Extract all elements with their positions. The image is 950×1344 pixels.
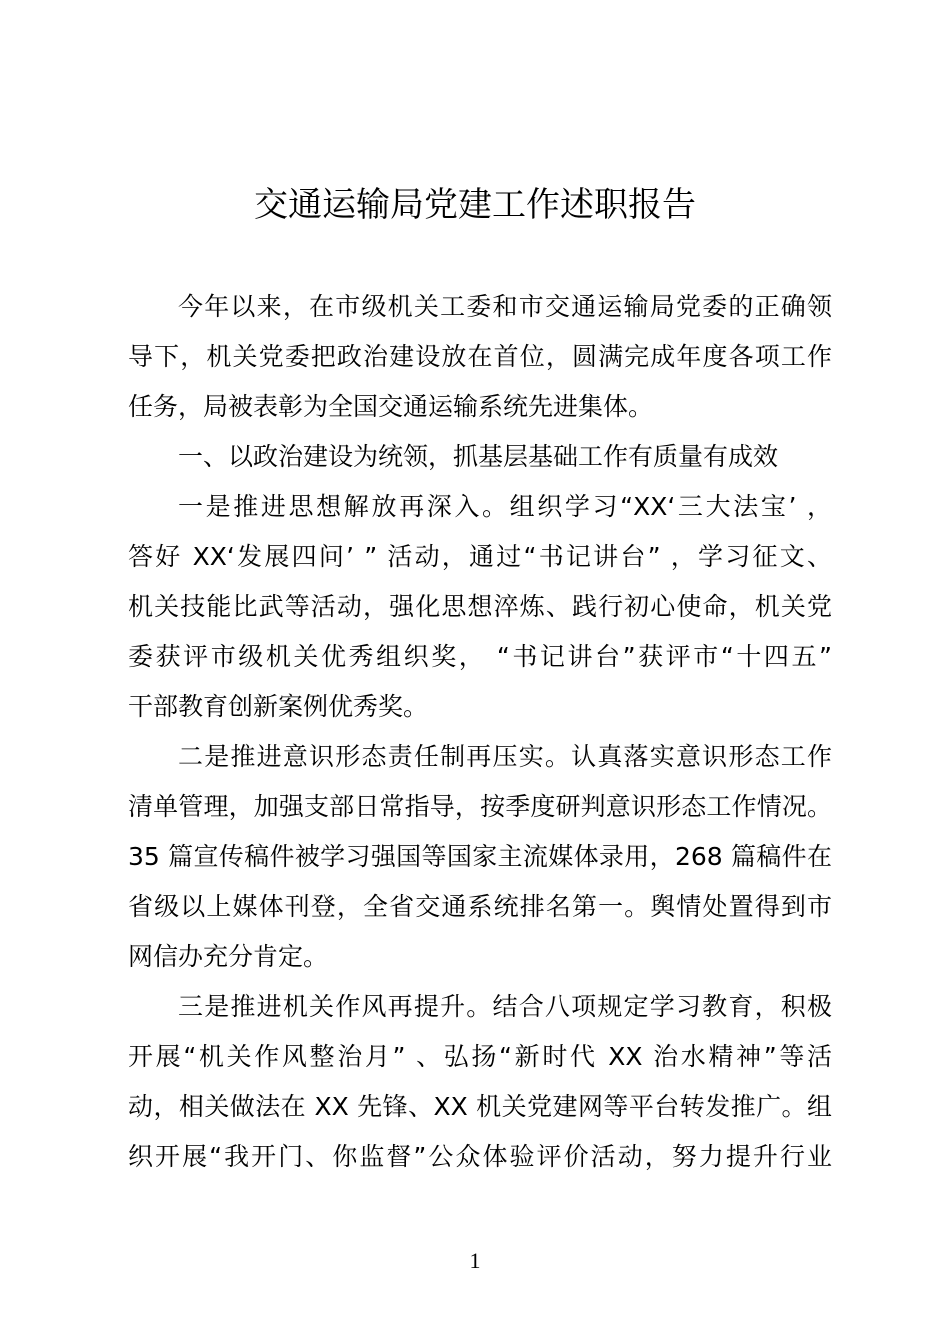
paragraph [128,732,832,982]
text-line: 三是推进机关作风再提升。结合八项规定学习教育，积极 [178,992,832,1021]
page-number: 1 [469,1248,481,1273]
text-line: 干部教育创新案例优秀奖。 [128,692,429,721]
paragraph [128,482,832,732]
text-line: 机关技能比武等活动，强化思想淬炼、践行初心使命，机关党 [128,592,832,621]
paragraph [128,982,832,1182]
text-line: 导下，机关党委把政治建设放在首位，圆满完成年度各项工作 [128,342,832,371]
text-line: 网信办充分肯定。 [128,942,329,971]
text-line: 织开展“我开门、你监督”公众体验评价活动，努力提升行业 [128,1142,832,1171]
text-line: 一是推进思想解放再深入。组织学习“XX‘三大法宝’ ， [178,492,832,521]
paragraph [128,282,832,432]
text-line: 35 篇宣传稿件被学习强国等国家主流媒体录用，268 篇稿件在 [128,842,832,871]
text-line: 省级以上媒体刊登，全省交通系统排名第一。舆情处置得到市 [128,892,832,921]
text-line: 今年以来，在市级机关工委和市交通运输局党委的正确领 [178,292,832,321]
text-line: 开展“机关作风整治月” 、弘扬“新时代 XX 治水精神”等活 [128,1042,832,1071]
paragraph [128,432,832,482]
text-line: 任务，局被表彰为全国交通运输系统先进集体。 [128,392,654,421]
text-line: 答好 XX‘发展四问’ ” 活动，通过“书记讲台” ，学习征文、 [128,542,832,571]
document-body [128,282,832,1182]
text-line: 二是推进意识形态责任制再压实。认真落实意识形态工作 [178,742,832,771]
text-line: 委获评市级机关优秀组织奖， “书记讲台”获评市“十四五” [128,642,832,671]
text-line: 一、以政治建设为统领，抓基层基础工作有质量有成效 [178,442,779,471]
text-line: 清单管理，加强支部日常指导，按季度研判意识形态工作情况。 [128,792,832,821]
document-title: 交通运输局党建工作述职报告 [254,185,696,225]
text-line: 动，相关做法在 XX 先锋、XX 机关党建网等平台转发推广。组 [128,1092,832,1121]
